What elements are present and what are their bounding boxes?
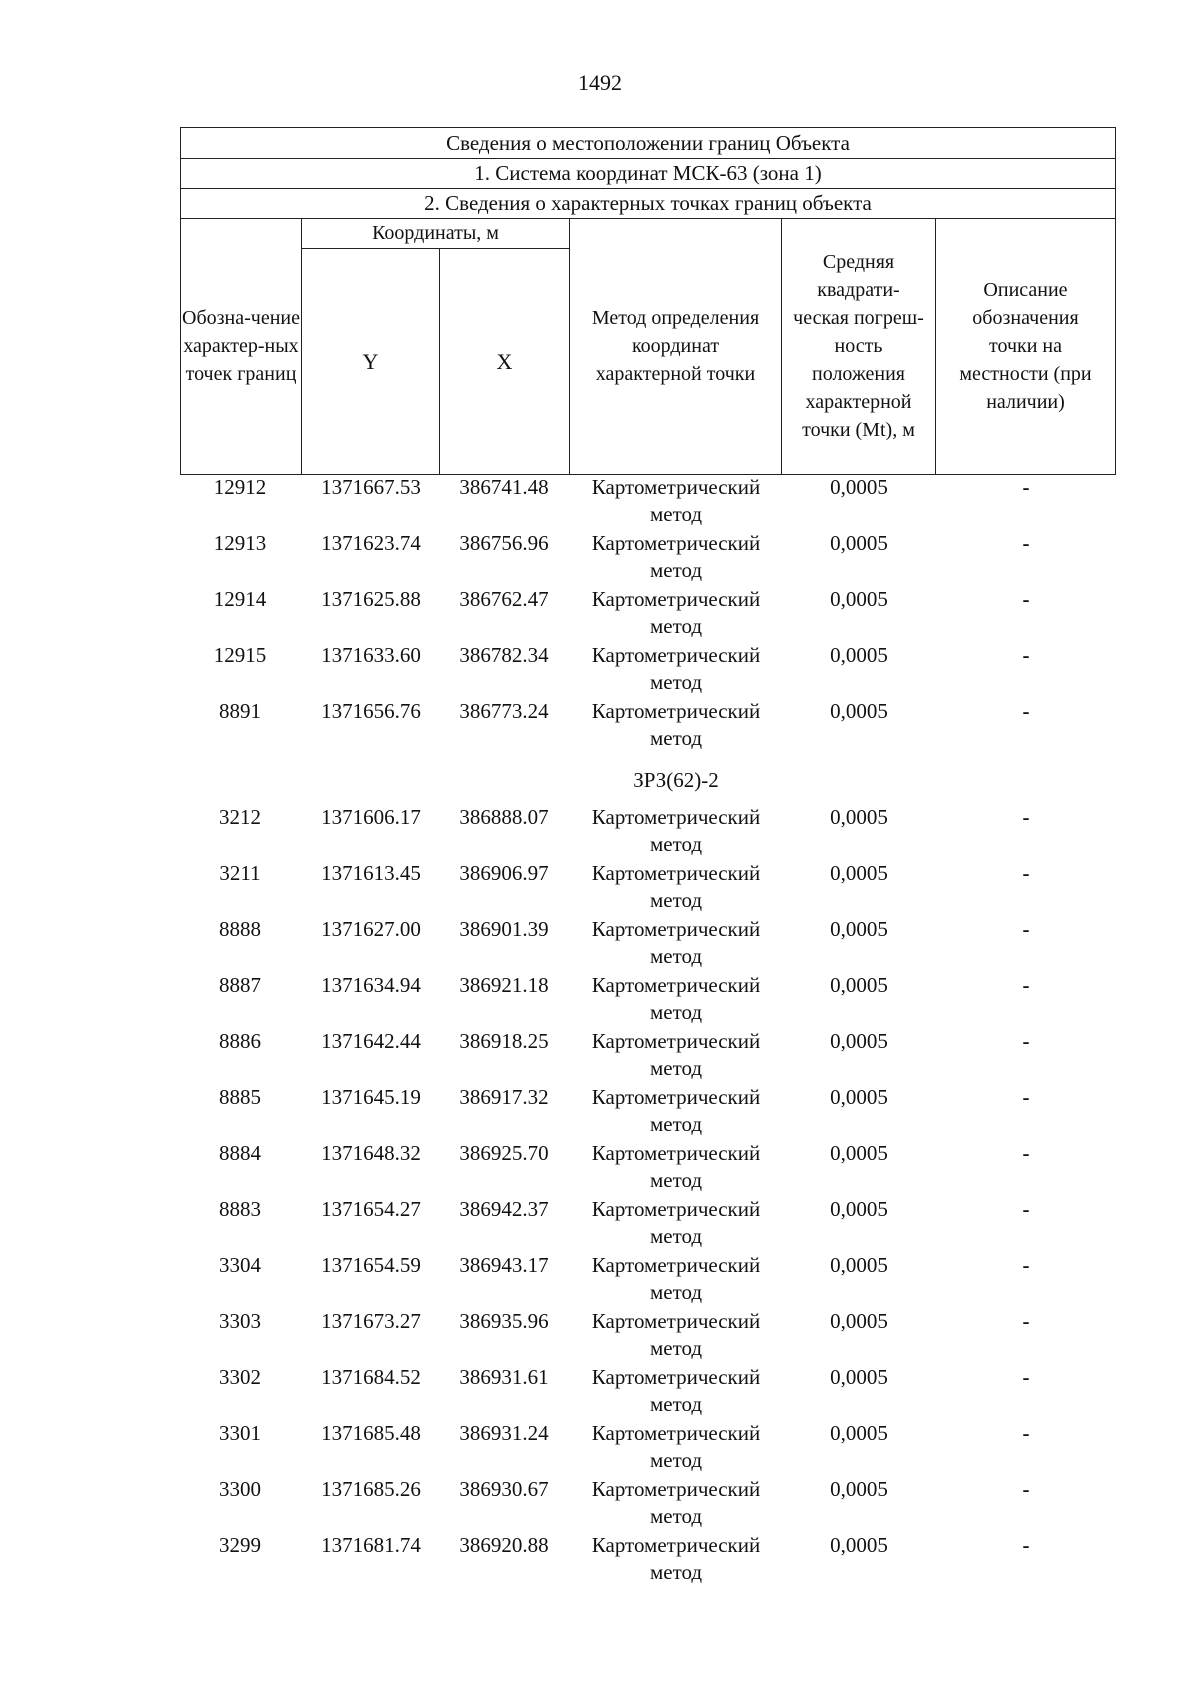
method: Картометрический метод <box>591 475 761 526</box>
method: Картометрический метод <box>591 699 761 750</box>
description: - <box>1022 1085 1030 1109</box>
coord-y: 1371645.19 <box>321 1085 421 1109</box>
coord-y: 1371685.26 <box>321 1477 421 1501</box>
coord-y: 1371613.45 <box>321 861 421 885</box>
description: - <box>1022 917 1030 941</box>
error-value: 0,0005 <box>830 643 888 667</box>
coord-y: 1371684.52 <box>321 1365 421 1389</box>
point-id: 12915 <box>213 643 267 667</box>
table-title: Сведения о местоположении границ Объекта <box>181 128 1115 159</box>
point-id: 8888 <box>219 917 261 941</box>
method: Картометрический метод <box>591 805 761 856</box>
point-id: 8883 <box>219 1197 261 1221</box>
coord-x: 386741.48 <box>459 475 549 499</box>
section-label: ЗРЗ(62)-2 <box>633 768 719 792</box>
coord-y: 1371648.32 <box>321 1141 421 1165</box>
table-row <box>180 972 1116 1028</box>
coord-x: 386901.39 <box>459 917 549 941</box>
method: Картометрический метод <box>591 1421 761 1472</box>
method: Картометрический метод <box>591 531 761 582</box>
description: - <box>1022 531 1030 555</box>
point-id: 3212 <box>219 805 261 829</box>
method: Картометрический метод <box>591 1365 761 1416</box>
description: - <box>1022 699 1030 723</box>
coord-x: 386925.70 <box>459 1141 549 1165</box>
coord-x: 386756.96 <box>459 531 549 555</box>
page-number: 1492 <box>578 70 622 95</box>
method: Картометрический метод <box>591 643 761 694</box>
error-value: 0,0005 <box>830 861 888 885</box>
description: - <box>1022 1421 1030 1445</box>
coord-x: 386935.96 <box>459 1309 549 1333</box>
point-id: 12912 <box>213 475 267 499</box>
coord-y: 1371623.74 <box>321 531 421 555</box>
coord-x: 386762.47 <box>459 587 549 611</box>
coord-x: 386921.18 <box>459 973 549 997</box>
table-row <box>180 916 1116 972</box>
coord-x: 386917.32 <box>459 1085 549 1109</box>
coord-y: 1371654.27 <box>321 1197 421 1221</box>
point-id: 12914 <box>213 587 267 611</box>
method: Картометрический метод <box>591 861 761 912</box>
error-value: 0,0005 <box>830 1477 888 1501</box>
coordinate-system: 1. Система координат МСК-63 (зона 1) <box>181 158 1115 189</box>
coord-y: 1371685.48 <box>321 1421 421 1445</box>
header-description: Описание обозначения точки на местности (при наличии) <box>959 279 1092 413</box>
table-row <box>180 1308 1116 1364</box>
header-x: X <box>496 348 513 374</box>
coord-x: 386943.17 <box>459 1253 549 1277</box>
coord-y: 1371681.74 <box>321 1533 421 1557</box>
description: - <box>1022 1253 1030 1277</box>
error-value: 0,0005 <box>830 917 888 941</box>
table-row <box>180 860 1116 916</box>
point-id: 3301 <box>219 1421 261 1445</box>
method: Картометрический метод <box>591 1533 761 1584</box>
error-value: 0,0005 <box>830 1533 888 1557</box>
method: Картометрический метод <box>591 1309 761 1360</box>
description: - <box>1022 1309 1030 1333</box>
error-value: 0,0005 <box>830 1085 888 1109</box>
coord-y: 1371625.88 <box>321 587 421 611</box>
point-id: 3303 <box>219 1309 261 1333</box>
coord-x: 386931.24 <box>459 1421 549 1445</box>
point-id: 8887 <box>219 973 261 997</box>
error-value: 0,0005 <box>830 531 888 555</box>
method: Картометрический метод <box>591 973 761 1024</box>
table-row <box>180 474 1116 530</box>
method: Картометрический метод <box>591 1141 761 1192</box>
description: - <box>1022 475 1030 499</box>
method: Картометрический метод <box>591 1029 761 1080</box>
point-id: 3299 <box>219 1533 261 1557</box>
header-y: Y <box>362 348 379 374</box>
coord-y: 1371654.59 <box>321 1253 421 1277</box>
error-value: 0,0005 <box>830 699 888 723</box>
point-id: 8884 <box>219 1141 261 1165</box>
method: Картометрический метод <box>591 1197 761 1248</box>
coord-x: 386918.25 <box>459 1029 549 1053</box>
coord-x: 386942.37 <box>459 1197 549 1221</box>
description: - <box>1022 643 1030 667</box>
table-row <box>180 698 1116 754</box>
error-value: 0,0005 <box>830 805 888 829</box>
header-error: Средняя квадрати-ческая погреш-ность положения характерной точки (Mt), м <box>793 251 924 441</box>
table-row <box>180 1084 1116 1140</box>
method: Картометрический метод <box>591 587 761 638</box>
point-id: 3211 <box>219 861 261 885</box>
header-method: Метод определения координат характерной точки <box>591 307 760 385</box>
description: - <box>1022 861 1030 885</box>
description: - <box>1022 1477 1030 1501</box>
error-value: 0,0005 <box>830 1309 888 1333</box>
table-row <box>180 1476 1116 1532</box>
error-value: 0,0005 <box>830 1029 888 1053</box>
table-row <box>180 1196 1116 1252</box>
points-section-title: 2. Сведения о характерных точках границ объекта <box>181 188 1115 219</box>
description: - <box>1022 587 1030 611</box>
table-row <box>180 530 1116 586</box>
method: Картометрический метод <box>591 1253 761 1304</box>
error-value: 0,0005 <box>830 1421 888 1445</box>
table-row <box>180 804 1116 860</box>
error-value: 0,0005 <box>830 1253 888 1277</box>
error-value: 0,0005 <box>830 973 888 997</box>
coord-x: 386906.97 <box>459 861 549 885</box>
point-id: 8891 <box>219 699 261 723</box>
method: Картометрический метод <box>591 1477 761 1528</box>
description: - <box>1022 1365 1030 1389</box>
table-row <box>180 586 1116 642</box>
method: Картометрический метод <box>591 917 761 968</box>
coord-y: 1371673.27 <box>321 1309 421 1333</box>
table-row <box>180 1028 1116 1084</box>
coord-x: 386782.34 <box>459 643 549 667</box>
error-value: 0,0005 <box>830 1365 888 1389</box>
table-row <box>180 1420 1116 1476</box>
table-row <box>180 1140 1116 1196</box>
coord-y: 1371634.94 <box>321 973 421 997</box>
table-row <box>180 1364 1116 1420</box>
description: - <box>1022 1029 1030 1053</box>
coord-x: 386888.07 <box>459 805 549 829</box>
error-value: 0,0005 <box>830 1141 888 1165</box>
description: - <box>1022 1141 1030 1165</box>
header-designation: Обозна-чение характер-ных точек границ <box>182 307 300 385</box>
coord-x: 386920.88 <box>459 1533 549 1557</box>
coord-y: 1371667.53 <box>321 475 421 499</box>
point-id: 3304 <box>219 1253 261 1277</box>
error-value: 0,0005 <box>830 475 888 499</box>
table-header <box>180 127 1116 475</box>
table-row <box>180 1252 1116 1308</box>
description: - <box>1022 973 1030 997</box>
point-id: 3302 <box>219 1365 261 1389</box>
coord-y: 1371642.44 <box>321 1029 421 1053</box>
table-row <box>180 642 1116 698</box>
coord-y: 1371633.60 <box>321 643 421 667</box>
coord-y: 1371606.17 <box>321 805 421 829</box>
header-coordinates: Координаты, м <box>372 222 499 244</box>
point-id: 12913 <box>213 531 267 555</box>
point-id: 8885 <box>219 1085 261 1109</box>
description: - <box>1022 805 1030 829</box>
point-id: 8886 <box>219 1029 261 1053</box>
description: - <box>1022 1197 1030 1221</box>
coord-x: 386931.61 <box>459 1365 549 1389</box>
description: - <box>1022 1533 1030 1557</box>
method: Картометрический метод <box>591 1085 761 1136</box>
coord-x: 386930.67 <box>459 1477 549 1501</box>
coord-y: 1371627.00 <box>321 917 421 941</box>
error-value: 0,0005 <box>830 587 888 611</box>
error-value: 0,0005 <box>830 1197 888 1221</box>
point-id: 3300 <box>219 1477 261 1501</box>
table-row <box>180 1532 1116 1588</box>
coord-x: 386773.24 <box>459 699 549 723</box>
coord-y: 1371656.76 <box>321 699 421 723</box>
